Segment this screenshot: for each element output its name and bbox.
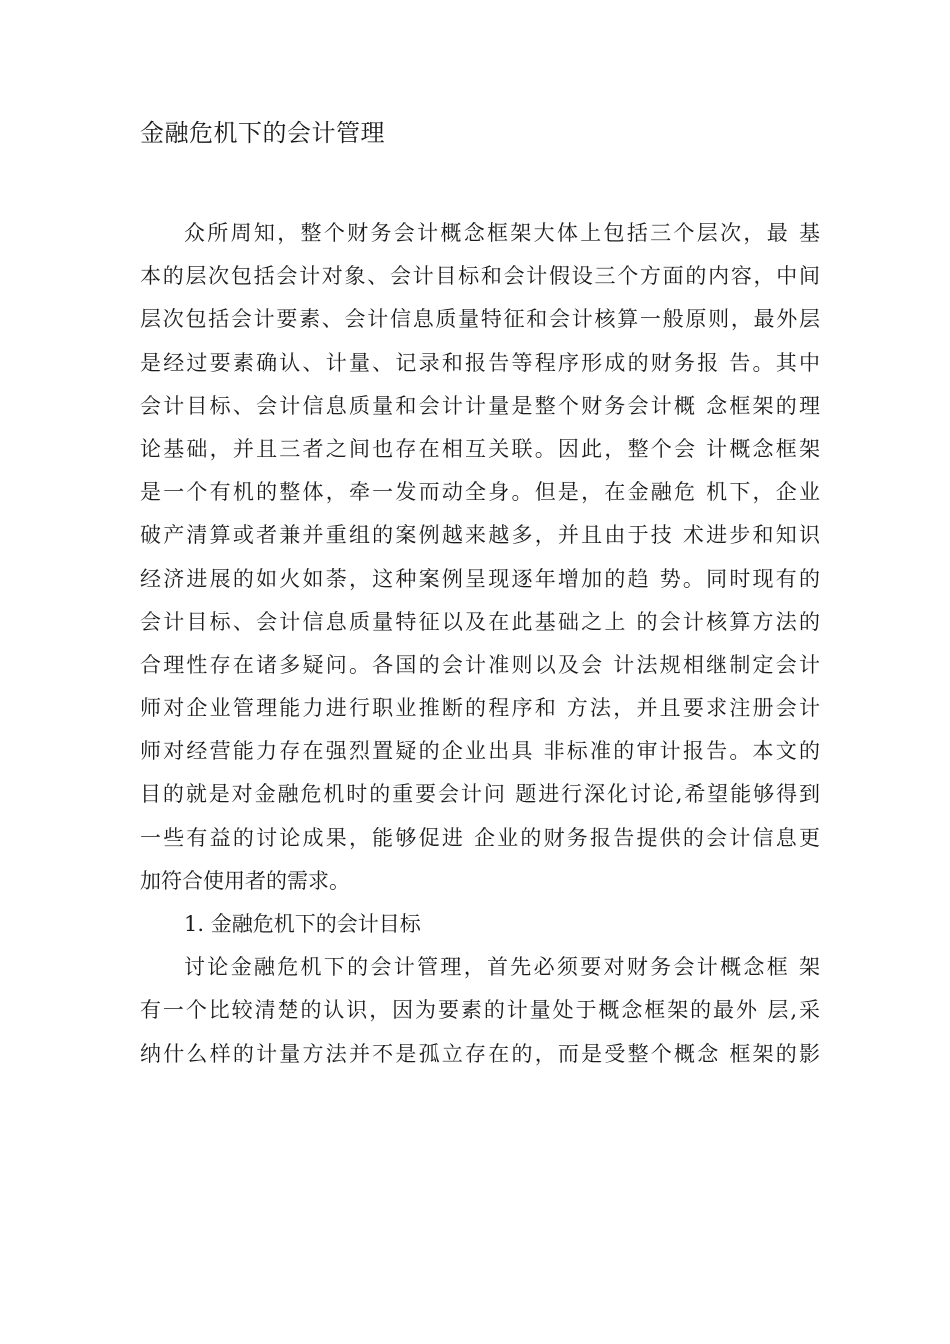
paragraph-line: 目的就是对金融危机时的重要会计问 题进行深化讨论,希望能够得到 xyxy=(140,782,820,807)
paragraph-line: 是一个有机的整体，牵一发而动全身。但是，在金融危 机下，企业 xyxy=(140,480,820,505)
paragraph-line: 众所周知，整个财务会计概念框架大体上包括三个层次，最 基 xyxy=(184,221,820,245)
paragraph-line: 合理性存在诸多疑问。各国的会计准则以及会 计法规相继制定会计 xyxy=(140,652,820,677)
paragraph-line: 纳什么样的计量方法并不是孤立存在的，而是受整个概念 框架的影 xyxy=(140,1041,820,1066)
paragraph-line: 师对经营能力存在强烈置疑的企业出具 非标准的审计报告。本文的 xyxy=(140,739,820,764)
paragraph-line: 加符合使用者的需求。 xyxy=(140,868,350,893)
paragraph-line: 一些有益的讨论成果，能够促进 企业的财务报告提供的会计信息更 xyxy=(140,825,820,850)
paragraph-line: 师对企业管理能力进行职业推断的程序和 方法，并且要求注册会计 xyxy=(140,696,820,721)
paragraph-line: 经济进展的如火如荼，这种案例呈现逐年增加的趋 势。同时现有的 xyxy=(140,566,820,591)
paragraph-line: 会计目标、会计信息质量特征以及在此基础之上 的会计核算方法的 xyxy=(140,609,820,634)
document-body xyxy=(140,212,820,1076)
paragraph-line: 层次包括会计要素、会计信息质量特征和会计核算一般原则，最外层 xyxy=(140,307,820,332)
paragraph-line: 有一个比较清楚的认识，因为要素的计量处于概念框架的最外 层,采 xyxy=(140,998,820,1023)
paragraph-line: 本的层次包括会计对象、会计目标和会计假设三个方面的内容，中间 xyxy=(140,264,820,289)
paragraph-line: 破产清算或者兼并重组的案例越来越多，并且由于技 术进步和知识 xyxy=(140,523,820,548)
document-title: 金融危机下的会计管理 xyxy=(140,119,385,147)
paragraph-line: 是经过要素确认、计量、记录和报告等程序形成的财务报 告。其中 xyxy=(140,350,820,375)
paragraph-line: 讨论金融危机下的会计管理，首先必须要对财务会计概念框 架 xyxy=(184,955,820,980)
section-heading: 1. 金融危机下的会计目标 xyxy=(184,912,421,936)
paragraph-line: 论基础，并且三者之间也存在相互关联。因此，整个会 计概念框架 xyxy=(140,436,820,461)
paragraph-line: 会计目标、会计信息质量和会计计量是整个财务会计概 念框架的理 xyxy=(140,393,820,418)
